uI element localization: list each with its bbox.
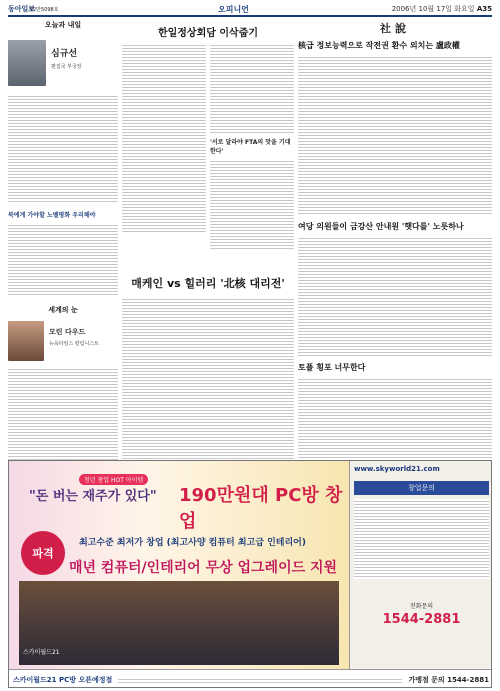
author1-name: 심규선: [51, 49, 78, 59]
center-headline: 한일정상회담 이삭줍기: [157, 28, 259, 39]
ad-contact-text: [354, 499, 489, 579]
page-number: A35: [476, 5, 492, 13]
advertisement[interactable]: [8, 460, 492, 688]
editorial2-title: 여당 의원들이 금강산 안내원 '햇다를' 노릇하나: [298, 222, 464, 231]
author2-role: 뉴욕타임스 칼럼니스트: [49, 341, 99, 347]
left-column: [8, 20, 118, 456]
ad-main-panel: [9, 461, 349, 669]
ad-url[interactable]: www.skyworld21.com: [354, 465, 440, 473]
ad-logo: 스카이월드21: [23, 649, 60, 656]
editorial2-text: [298, 236, 492, 356]
ad-burst: 파격: [21, 531, 65, 575]
author1-photo: [8, 40, 46, 86]
ad-badge: 청년 창업 HOT 아이템: [79, 474, 148, 485]
ad-bottom-bar: [9, 669, 492, 688]
ad-interior-photo: [19, 581, 339, 665]
ad-headline: 190만원대 PC방 창업: [179, 485, 343, 532]
editorial1-title: 核급 정보능력으로 작전권 환수 외치는 盧政權: [298, 41, 460, 50]
date: 2006년 10월 17일 화요일: [391, 5, 475, 13]
column1-text: [8, 94, 118, 204]
column1-text-2: [8, 223, 118, 295]
center-text-b: [210, 43, 294, 133]
mid-headline: 매케인 vs 힐러리 '北核 대리전': [131, 277, 285, 290]
ad-phone-label: 전화문의: [409, 603, 434, 610]
issue-number: 제2만5098호: [28, 6, 59, 13]
author2-photo: [8, 321, 44, 361]
editorial-label: 社說: [380, 22, 410, 35]
ad-bottom-list: [118, 677, 402, 683]
center-column: [122, 20, 294, 456]
page-header: [8, 3, 492, 17]
paper-name: 동아일보: [8, 5, 36, 13]
center-text-a: [122, 43, 206, 233]
author1-role: 편집국 부국장: [51, 64, 82, 70]
ad-tagline: "돈 버는 재주가 있다": [29, 489, 157, 504]
center-subhead: '서로 달라야 FTA의 맛을 기대한다': [210, 139, 291, 155]
column2-text: [8, 367, 118, 471]
editorial-column: [298, 20, 492, 456]
author2-name: 모린 다우드: [49, 328, 86, 336]
column1-subhead: 북에게 가야할 노벨평화 우리해야: [8, 212, 96, 219]
center-text-c: [210, 159, 294, 249]
column2-title: 세계의 눈: [48, 306, 78, 314]
ad-contact-title: 창업문의: [354, 481, 489, 495]
mid-text: [122, 297, 294, 477]
ad-bottom-brand: 스카이월드21 PC방 오픈예정점: [13, 675, 113, 684]
column1-title: 오늘과 내일: [44, 21, 82, 29]
ad-subheadline: 최고수준 최저가 창업 (최고사양 컴퓨터 최고급 인테리어): [79, 538, 306, 548]
ad-phone[interactable]: 1544-2881: [382, 612, 461, 627]
editorial3-title: 토플 횡포 너무한다: [298, 363, 366, 372]
section-title: 오피니언: [218, 4, 249, 14]
ad-promo: 매년 컴퓨터/인테리어 무상 업그레이드 지원: [69, 560, 338, 576]
editorial1-text: [298, 55, 492, 215]
ad-contact-panel: [349, 461, 492, 669]
ad-bottom-contact[interactable]: 가맹점 문의 1544-2881: [408, 675, 489, 684]
